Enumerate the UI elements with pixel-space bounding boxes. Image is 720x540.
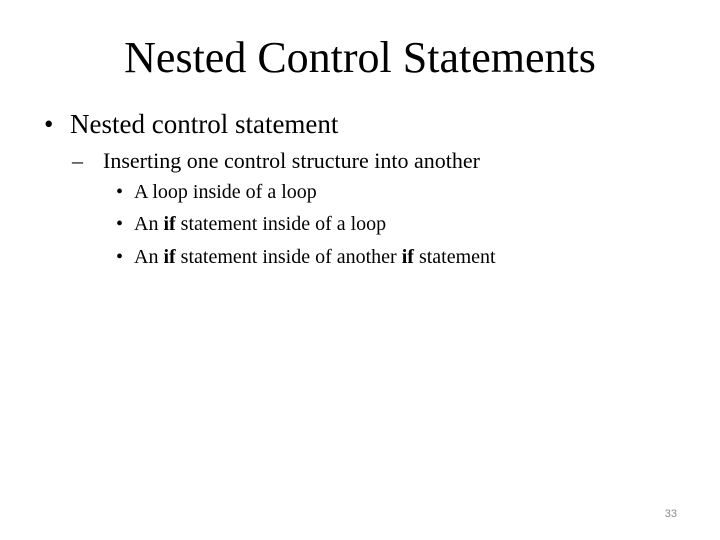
sub-sub-bullet-if-in-if (116, 244, 496, 270)
slide-title: Nested Control Statements (124, 33, 596, 82)
bullet-icon: • (116, 213, 124, 235)
dash-icon: – (72, 148, 83, 173)
bullet-icon: • (116, 246, 124, 268)
text-segment: An (134, 246, 164, 268)
page-number: 33 (664, 508, 677, 520)
keyword-if: if (401, 246, 414, 268)
sub-sub-bullet-loop-in-loop (116, 179, 317, 205)
text-segment: statement (413, 246, 496, 268)
keyword-if: if (163, 213, 176, 235)
sub-sub-bullet-text: A loop inside of a loop (134, 181, 317, 203)
text-segment: statement inside of another (175, 246, 402, 268)
sub-sub-bullet-if-in-loop (116, 211, 386, 237)
bullet-icon: • (116, 181, 124, 203)
bullet-nested-control-statement (44, 106, 338, 142)
keyword-if: if (163, 246, 176, 268)
bullet-text: Nested control statement (70, 109, 339, 139)
sub-bullet-text: Inserting one control structure into another (103, 148, 480, 173)
bullet-icon: • (44, 109, 54, 139)
sub-bullet-inserting (72, 146, 480, 176)
text-segment: An (134, 213, 164, 235)
text-segment: statement inside of a loop (175, 213, 387, 235)
